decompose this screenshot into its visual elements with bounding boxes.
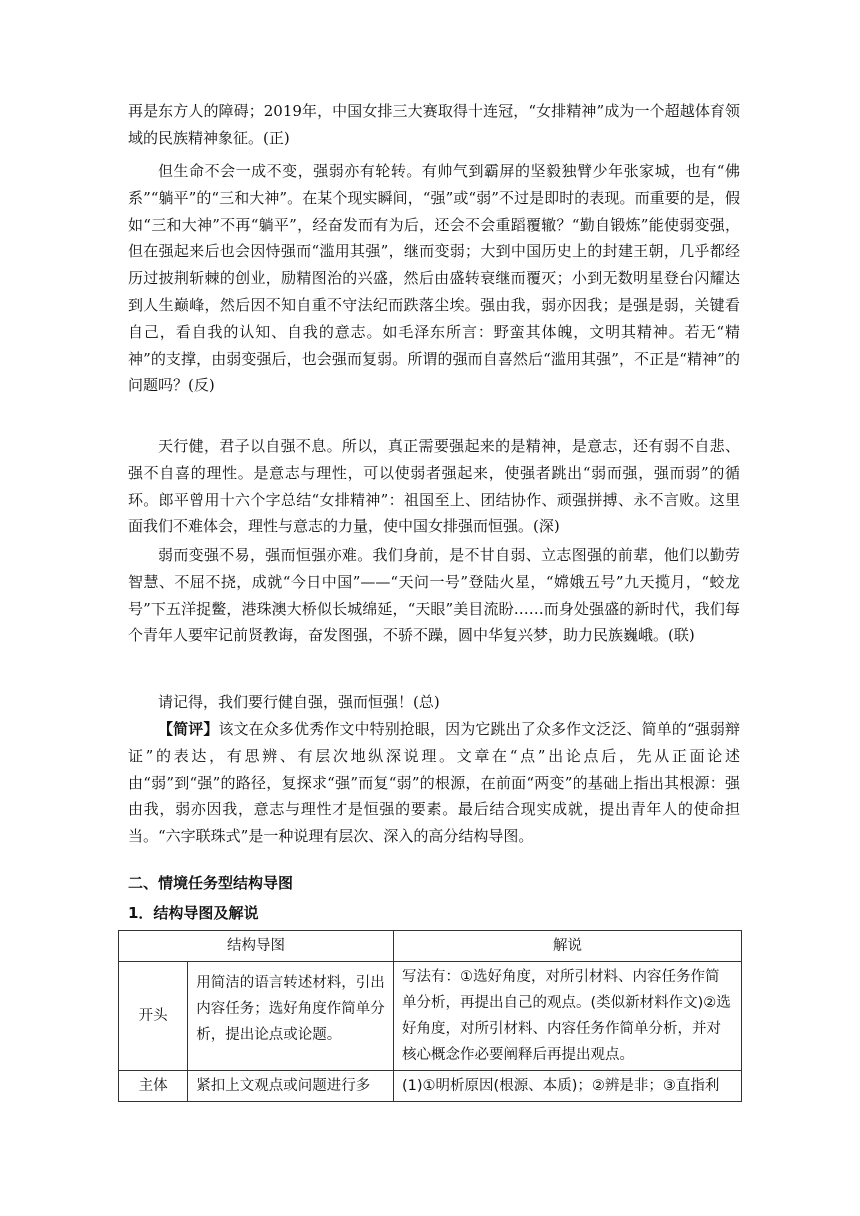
row-content-body: 紧扣上文观点或问题进行多: [188, 1071, 394, 1102]
comment-text: 该文在众多优秀作文中特别抢眼，因为它跳出了众多作文泛泛、简单的“强弱辩证”的表达，有思辨、有层次地纵深说理。文章在“点”出论点后，先从正面论述由“弱”到“强”的路径，复探求“强”而复“弱”的根源，在前面“两变”的基础上指出其根源：强由我，弱亦因我，意志与理性才是恒强的要素。最后结合现实成就，提出青年人的使命担当。“六字联珠式”是一种说理有层次、深入的高分结构导图。: [128, 720, 740, 846]
essay-paragraph-5: 请记得，我们要行健自强，强而恒强！(总): [158, 693, 440, 711]
comment-tag: 【简评】: [158, 720, 219, 738]
row-explanation-opening: 写法有：①选好角度，对所引材料、内容任务作简单分析，再提出自己的观点。(类似新材料作文)②选好角度，对所引材料、内容任务作简单分析，并对核心概念作必要阐释后再提出观点。: [394, 962, 742, 1071]
subsection-heading: 1．结构导图及解说: [128, 904, 259, 922]
row-content-opening: 用简洁的语言转述材料，引出内容任务；选好角度作简单分析，提出论点或论题。: [188, 962, 394, 1071]
essay-paragraph-3: 天行健，君子以自强不息。所以，真正需要强起来的是精神，是意志，还有弱不自悲、强不自喜的理性。是意志与理性，可以使弱者强起来，使强者跳出“弱而强，强而弱”的循环。郎平曾用十六个字总结“女排精神”：祖国至上、团结协作、顽强拼搏、永不言败。这里面我们不难体会，理性与意志的力量，使中国女排强而恒强。(深): [128, 437, 740, 536]
header-structure: 结构导图: [119, 931, 394, 962]
essay-paragraph-2: 但生命不会一成不变，强弱亦有轮转。有帅气到霸屏的坚毅独臂少年张家城，也有“佛系”“躺平”的“三和大神”。在某个现实瞬间，“强”或“弱”不过是即时的表现。而重要的是，假如“三和大神”不再“躺平”，经奋发而有为后，还会不会重蹈覆辙？“勤自锻炼”能使弱变强，但在强起来后也会因恃强而“滥用其强”，继而变弱；大到中国历史上的封建王朝，几乎都经历过披荆斩棘的创业，励精图治的兴盛，然后由盛转衰继而覆灭；小到无数明星登台闪耀达到人生巅峰，然后因不知自重不守法纪而跌落尘埃。强由我，弱亦因我；是强是弱，关键看自己，看自我的认知、自我的意志。如毛泽东所言：野蛮其体魄，文明其精神。若无“精神”的支撑，由弱变强后，也会强而复弱。所谓的强而自喜然后“滥用其强”，不正是“精神”的问题吗？(反): [128, 162, 740, 395]
table-row: [119, 1071, 742, 1102]
table-header-row: [119, 931, 742, 962]
section-heading: 二、情境任务型结构导图: [128, 874, 294, 892]
essay-paragraph-1: 再是东方人的障碍；2019年，中国女排三大赛取得十连冠，“女排精神”成为一个超越体育领域的民族精神象征。(正): [128, 102, 740, 147]
essay-paragraph-4: 弱而变强不易，强而恒强亦难。我们身前，是不甘自弱、立志图强的前辈，他们以勤劳智慧、不屈不挠，成就“今日中国”——“天问一号”登陆火星，“嫦娥五号”九天揽月，“蛟龙号”下五洋捉鳖，港珠澳大桥似长城绵延，“天眼”美目流盼……而身处强盛的新时代，我们每个青年人要牢记前贤教诲，奋发图强，不骄不躁，圆中华复兴梦，助力民族巍峨。(联): [128, 546, 740, 645]
header-explanation: 解说: [394, 931, 742, 962]
row-part-body: 主体: [119, 1071, 188, 1102]
row-explanation-body: (1)①明析原因(根源、本质)；②辨是非；③直指利: [394, 1071, 742, 1102]
comment-paragraph: [128, 716, 740, 850]
row-part-opening: 开头: [119, 962, 188, 1071]
structure-map-table: [118, 930, 742, 1102]
table-row: [119, 962, 742, 1071]
